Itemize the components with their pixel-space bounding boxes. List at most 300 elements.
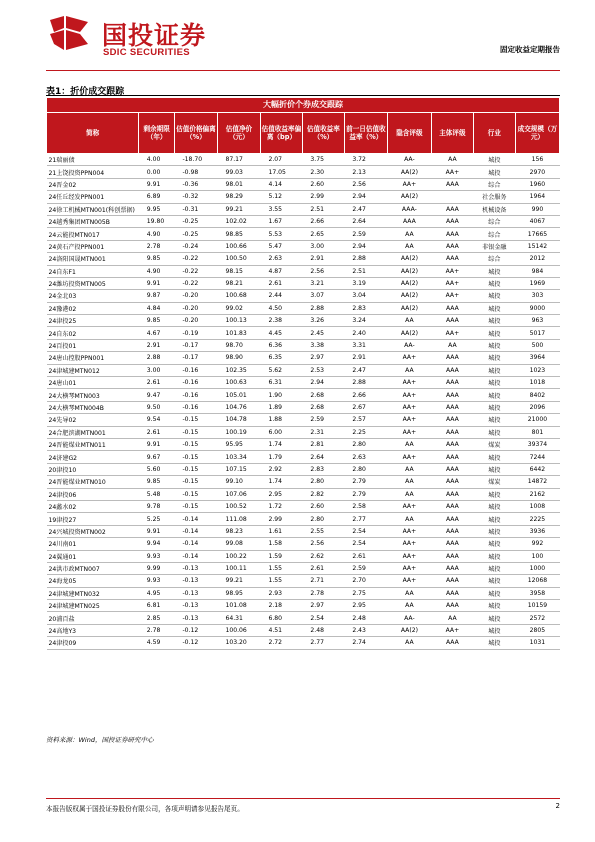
table-row bbox=[47, 253, 560, 265]
table-row bbox=[47, 154, 560, 166]
table-cell: 9.91 bbox=[139, 525, 175, 537]
table-cell: AA+ bbox=[387, 178, 431, 190]
table-cell: 99.08 bbox=[217, 538, 260, 550]
logo-chinese-name: 国投证券 bbox=[102, 21, 207, 50]
table-cell: AA bbox=[431, 154, 473, 166]
table-cell: -0.16 bbox=[174, 364, 217, 376]
table-cell: 2.60 bbox=[302, 178, 344, 190]
table-cell: 3.55 bbox=[260, 203, 302, 215]
table-cell: 2.80 bbox=[302, 476, 344, 488]
table-cell: -0.20 bbox=[174, 315, 217, 327]
table-cell: AA+ bbox=[387, 451, 431, 463]
table-cell: -0.12 bbox=[174, 624, 217, 636]
table-cell: AAA bbox=[431, 550, 473, 562]
table-cell: AAA bbox=[431, 587, 473, 599]
table-cell: 城投 bbox=[473, 525, 515, 537]
table-cell: 2.70 bbox=[344, 575, 387, 587]
table-row bbox=[47, 414, 560, 426]
table-cell: 100.11 bbox=[217, 562, 260, 574]
table-cell: 9000 bbox=[515, 302, 559, 314]
table-cell: 12068 bbox=[515, 575, 559, 587]
table-cell: -0.20 bbox=[174, 290, 217, 302]
table-cell: 4.00 bbox=[139, 154, 175, 166]
table-cell: AA bbox=[387, 364, 431, 376]
table-cell: 2805 bbox=[515, 624, 559, 636]
bond-name-cell: 24津投25 bbox=[47, 315, 139, 327]
table-cell: 17.05 bbox=[260, 166, 302, 178]
table-cell: -0.32 bbox=[174, 191, 217, 203]
table-cell: AA+ bbox=[387, 426, 431, 438]
table-cell: 2.38 bbox=[260, 315, 302, 327]
table-cell: AA bbox=[431, 339, 473, 351]
table-cell: -0.14 bbox=[174, 525, 217, 537]
table-row bbox=[47, 637, 560, 649]
table-cell: AA+ bbox=[387, 550, 431, 562]
table-cell: 2.59 bbox=[344, 562, 387, 574]
table-cell: 2.64 bbox=[302, 451, 344, 463]
table-title: 表1：折价成交跟踪 bbox=[46, 87, 125, 97]
table-cell: 2.91 bbox=[302, 253, 344, 265]
table-cell: 2.74 bbox=[344, 637, 387, 649]
header-divider bbox=[46, 70, 560, 71]
table-cell: 煤炭 bbox=[473, 438, 515, 450]
table-cell: AA(2) bbox=[387, 624, 431, 636]
table-cell: 963 bbox=[515, 315, 559, 327]
table-cell: 5.62 bbox=[260, 364, 302, 376]
table-cell: AAA bbox=[431, 414, 473, 426]
table-row bbox=[47, 389, 560, 401]
table-cell: 6.00 bbox=[260, 426, 302, 438]
table-cell: 6.89 bbox=[139, 191, 175, 203]
table-cell: 2.97 bbox=[302, 352, 344, 364]
table-cell: 102.35 bbox=[217, 364, 260, 376]
table-cell: 1964 bbox=[515, 191, 559, 203]
logo-english-name: SDIC SECURITIES bbox=[103, 47, 190, 58]
table-cell: -0.13 bbox=[174, 562, 217, 574]
table-row bbox=[47, 550, 560, 562]
table-cell: 3.24 bbox=[344, 315, 387, 327]
table-cell: AAA bbox=[431, 401, 473, 413]
table-cell: 2.75 bbox=[344, 587, 387, 599]
table-cell: 城投 bbox=[473, 562, 515, 574]
table-cell: 城投 bbox=[473, 513, 515, 525]
table-cell bbox=[431, 191, 473, 203]
table-cell: AAA bbox=[431, 513, 473, 525]
table-cell: 3964 bbox=[515, 352, 559, 364]
bond-name-cell: 24自东02 bbox=[47, 327, 139, 339]
table-row bbox=[47, 488, 560, 500]
table-cell: 2.64 bbox=[344, 215, 387, 227]
column-header: 简称 bbox=[47, 113, 139, 154]
table-cell: AAA bbox=[431, 562, 473, 574]
table-cell: 4.90 bbox=[139, 265, 175, 277]
table-cell: 9.54 bbox=[139, 414, 175, 426]
table-caption: 大幅折价个券成交跟踪 bbox=[47, 98, 560, 113]
table-cell: 100.19 bbox=[217, 426, 260, 438]
table-title-divider bbox=[46, 95, 560, 96]
table-cell: 100.66 bbox=[217, 240, 260, 252]
table-cell: AA+ bbox=[387, 538, 431, 550]
table-cell: AA(2) bbox=[387, 302, 431, 314]
table-cell: AA bbox=[387, 240, 431, 252]
table-cell: 9.93 bbox=[139, 550, 175, 562]
bond-name-cell: 24金北03 bbox=[47, 290, 139, 302]
bond-name-cell: 24大横琴MTN004B bbox=[47, 401, 139, 413]
table-cell: 100.68 bbox=[217, 290, 260, 302]
table-cell: 综合 bbox=[473, 253, 515, 265]
bond-name-cell: 24自东F1 bbox=[47, 265, 139, 277]
table-row bbox=[47, 624, 560, 636]
table-cell: AA bbox=[387, 476, 431, 488]
table-cell: 9.99 bbox=[139, 562, 175, 574]
table-cell: AA+ bbox=[387, 352, 431, 364]
table-row bbox=[47, 513, 560, 525]
table-cell: 2.95 bbox=[260, 488, 302, 500]
table-cell: AA(2) bbox=[387, 277, 431, 289]
bond-name-cell: 24济建G2 bbox=[47, 451, 139, 463]
table-cell: 2.80 bbox=[344, 438, 387, 450]
bond-name-cell: 24津城建MTN032 bbox=[47, 587, 139, 599]
table-row bbox=[47, 290, 560, 302]
table-cell: 2.55 bbox=[302, 525, 344, 537]
table-cell: 社会服务 bbox=[473, 191, 515, 203]
bond-name-cell: 24晋能煤业MTN011 bbox=[47, 438, 139, 450]
table-cell: AA+ bbox=[431, 166, 473, 178]
table-cell: 3.19 bbox=[344, 277, 387, 289]
table-cell: 2.54 bbox=[344, 538, 387, 550]
table-cell: 4.67 bbox=[139, 327, 175, 339]
table-cell: 城投 bbox=[473, 364, 515, 376]
table-cell: 2.88 bbox=[139, 352, 175, 364]
table-cell: 3936 bbox=[515, 525, 559, 537]
table-cell: AAA bbox=[431, 352, 473, 364]
table-cell: 2.48 bbox=[302, 624, 344, 636]
table-cell: AAA bbox=[431, 500, 473, 512]
table-cell: AA+ bbox=[387, 575, 431, 587]
table-cell: 城投 bbox=[473, 166, 515, 178]
table-cell: 39374 bbox=[515, 438, 559, 450]
bond-name-cell: 24洪市政MTN007 bbox=[47, 562, 139, 574]
table-cell: 城投 bbox=[473, 612, 515, 624]
table-cell: 6442 bbox=[515, 463, 559, 475]
table-cell: AA+ bbox=[387, 377, 431, 389]
table-cell: AA bbox=[431, 612, 473, 624]
table-cell: 2.31 bbox=[302, 426, 344, 438]
table-cell: AA bbox=[387, 587, 431, 599]
table-cell: AAA bbox=[431, 364, 473, 376]
table-cell: AAA bbox=[431, 426, 473, 438]
table-cell: 99.03 bbox=[217, 166, 260, 178]
table-header-row bbox=[47, 113, 560, 154]
table-row bbox=[47, 377, 560, 389]
table-cell: 990 bbox=[515, 203, 559, 215]
table-cell: 2.43 bbox=[344, 624, 387, 636]
table-cell: 2.25 bbox=[344, 426, 387, 438]
source-note: 资料来源：Wind，国投证券研究中心 bbox=[46, 736, 154, 744]
table-cell: 5.25 bbox=[139, 513, 175, 525]
column-header: 成交规模（万元） bbox=[515, 113, 559, 154]
bond-name-cell: 24翼通01 bbox=[47, 550, 139, 562]
table-cell: 1023 bbox=[515, 364, 559, 376]
table-cell: 98.29 bbox=[217, 191, 260, 203]
table-cell: 2.58 bbox=[344, 500, 387, 512]
table-cell: 2.81 bbox=[302, 438, 344, 450]
table-row bbox=[47, 575, 560, 587]
table-cell: 城投 bbox=[473, 154, 515, 166]
bond-name-cell: 20津投10 bbox=[47, 463, 139, 475]
table-cell: 2.65 bbox=[302, 228, 344, 240]
table-cell: 2.80 bbox=[302, 513, 344, 525]
table-cell: 98.23 bbox=[217, 525, 260, 537]
table-row bbox=[47, 203, 560, 215]
table-cell: 2.61 bbox=[302, 562, 344, 574]
bond-name-cell: 24先导02 bbox=[47, 414, 139, 426]
table-cell: 城投 bbox=[473, 587, 515, 599]
table-cell: 0.00 bbox=[139, 166, 175, 178]
bond-name-cell: 24潍坊投资MTN005 bbox=[47, 277, 139, 289]
table-cell: 2.99 bbox=[302, 191, 344, 203]
table-cell: 城投 bbox=[473, 451, 515, 463]
table-cell: 2.61 bbox=[260, 277, 302, 289]
bond-name-cell: 24蠡水02 bbox=[47, 500, 139, 512]
table-cell: AAA bbox=[431, 315, 473, 327]
table-cell: -0.25 bbox=[174, 215, 217, 227]
table-cell: 2.30 bbox=[302, 166, 344, 178]
table-cell: 1969 bbox=[515, 277, 559, 289]
table-cell: 6.35 bbox=[260, 352, 302, 364]
table-cell: 2.45 bbox=[302, 327, 344, 339]
table-cell: 城投 bbox=[473, 637, 515, 649]
column-header: 剩余期限（年） bbox=[139, 113, 175, 154]
table-cell: 2.78 bbox=[139, 624, 175, 636]
table-cell: 15142 bbox=[515, 240, 559, 252]
bond-name-cell: 24唐山控股PPN001 bbox=[47, 352, 139, 364]
table-cell: 101.83 bbox=[217, 327, 260, 339]
table-cell: 综合 bbox=[473, 228, 515, 240]
bond-name-cell: 24合肥滨湖MTN001 bbox=[47, 426, 139, 438]
table-cell: 城投 bbox=[473, 550, 515, 562]
table-cell: 100 bbox=[515, 550, 559, 562]
table-cell: -0.98 bbox=[174, 166, 217, 178]
table-cell: 1.74 bbox=[260, 476, 302, 488]
bond-name-cell: 24徐工机械MTN001(科创票据) bbox=[47, 203, 139, 215]
bond-name-cell: 24海龙05 bbox=[47, 575, 139, 587]
table-cell: 2.85 bbox=[139, 612, 175, 624]
table-row bbox=[47, 178, 560, 190]
footer-disclaimer: 本报告版权属于国投证券股份有限公司，各项声明请参见报告尾页。 bbox=[46, 805, 244, 813]
table-cell: -0.22 bbox=[174, 265, 217, 277]
table-cell: 城投 bbox=[473, 463, 515, 475]
table-cell: -0.17 bbox=[174, 339, 217, 351]
table-cell: 2.82 bbox=[302, 488, 344, 500]
table-cell: 2.07 bbox=[260, 154, 302, 166]
table-cell: AA(2) bbox=[387, 166, 431, 178]
table-cell: AA(2) bbox=[387, 191, 431, 203]
table-cell: AAA bbox=[431, 488, 473, 500]
table-cell: 城投 bbox=[473, 339, 515, 351]
table-cell: AA bbox=[387, 463, 431, 475]
table-row bbox=[47, 228, 560, 240]
table-cell: 2.56 bbox=[302, 538, 344, 550]
table-cell: 城投 bbox=[473, 302, 515, 314]
bond-name-cell: 24黄石产投PPN001 bbox=[47, 240, 139, 252]
table-cell: AAA bbox=[431, 525, 473, 537]
table-cell: -0.22 bbox=[174, 253, 217, 265]
table-cell: AAA bbox=[431, 463, 473, 475]
table-cell: 98.70 bbox=[217, 339, 260, 351]
table-cell: 5.12 bbox=[260, 191, 302, 203]
table-cell: 综合 bbox=[473, 215, 515, 227]
table-cell: 2.78 bbox=[302, 587, 344, 599]
table-cell: 303 bbox=[515, 290, 559, 302]
table-row bbox=[47, 339, 560, 351]
table-cell: 2.91 bbox=[139, 339, 175, 351]
table-cell: 2.51 bbox=[344, 265, 387, 277]
table-cell: 4.84 bbox=[139, 302, 175, 314]
table-cell: 4.59 bbox=[139, 637, 175, 649]
table-cell: 4.14 bbox=[260, 178, 302, 190]
table-cell: 101.08 bbox=[217, 600, 260, 612]
table-cell: 99.21 bbox=[217, 575, 260, 587]
table-cell: 992 bbox=[515, 538, 559, 550]
column-header: 估值净价（元） bbox=[217, 113, 260, 154]
table-cell: AAA bbox=[431, 438, 473, 450]
table-cell: 156 bbox=[515, 154, 559, 166]
bond-name-cell: 24大横琴MTN003 bbox=[47, 389, 139, 401]
table-cell: 城投 bbox=[473, 488, 515, 500]
table-cell: -0.15 bbox=[174, 426, 217, 438]
table-row bbox=[47, 438, 560, 450]
table-cell: 3.26 bbox=[302, 315, 344, 327]
table-cell: 2.79 bbox=[344, 488, 387, 500]
table-cell: 机械设备 bbox=[473, 203, 515, 215]
table-cell: 3.00 bbox=[139, 364, 175, 376]
table-cell: 2.54 bbox=[344, 525, 387, 537]
table-cell: AA+ bbox=[431, 277, 473, 289]
table-cell: 10159 bbox=[515, 600, 559, 612]
table-cell: 95.95 bbox=[217, 438, 260, 450]
table-cell: 9.50 bbox=[139, 401, 175, 413]
column-header: 估值收益率偏离（bp） bbox=[260, 113, 302, 154]
table-cell: 2.91 bbox=[344, 352, 387, 364]
table-cell: -0.13 bbox=[174, 612, 217, 624]
table-cell: AA(2) bbox=[387, 265, 431, 277]
table-cell: 2.59 bbox=[344, 228, 387, 240]
column-header: 估值收益率（%） bbox=[302, 113, 344, 154]
column-header: 前一日估值收益率（%） bbox=[344, 113, 387, 154]
table-cell: 2.61 bbox=[344, 550, 387, 562]
table-cell: 984 bbox=[515, 265, 559, 277]
table-cell: 2.47 bbox=[344, 203, 387, 215]
table-cell: AAA bbox=[431, 302, 473, 314]
table-cell: -0.20 bbox=[174, 302, 217, 314]
table-cell: 2.77 bbox=[302, 637, 344, 649]
bond-name-cell: 24豫港02 bbox=[47, 302, 139, 314]
table-cell: 100.52 bbox=[217, 500, 260, 512]
table-cell: 100.22 bbox=[217, 550, 260, 562]
table-cell: -0.14 bbox=[174, 513, 217, 525]
bond-name-cell: 24津投06 bbox=[47, 488, 139, 500]
table-row bbox=[47, 562, 560, 574]
table-cell: 100.63 bbox=[217, 377, 260, 389]
table-cell: 6.31 bbox=[260, 377, 302, 389]
table-row bbox=[47, 600, 560, 612]
bond-name-cell: 24晋金02 bbox=[47, 178, 139, 190]
table-cell: 1.58 bbox=[260, 538, 302, 550]
table-cell: AA+ bbox=[387, 414, 431, 426]
table-cell: 2.40 bbox=[344, 327, 387, 339]
table-cell: 2.95 bbox=[344, 600, 387, 612]
table-cell: -0.16 bbox=[174, 377, 217, 389]
table-cell: 9.67 bbox=[139, 451, 175, 463]
table-cell: 104.78 bbox=[217, 414, 260, 426]
table-cell: 城投 bbox=[473, 290, 515, 302]
bond-name-cell: 24任丘经发PPN001 bbox=[47, 191, 139, 203]
table-cell: AA- bbox=[387, 612, 431, 624]
table-cell: 1.90 bbox=[260, 389, 302, 401]
table-cell: 2.88 bbox=[344, 253, 387, 265]
table-cell: 99.02 bbox=[217, 302, 260, 314]
table-cell: 1.55 bbox=[260, 562, 302, 574]
table-cell: 2.92 bbox=[260, 463, 302, 475]
table-cell: AAA bbox=[431, 215, 473, 227]
table-cell: AAA bbox=[431, 538, 473, 550]
discount-trades-table bbox=[46, 97, 560, 650]
table-cell: 1018 bbox=[515, 377, 559, 389]
table-cell: AAA bbox=[431, 377, 473, 389]
table-cell: 5.53 bbox=[260, 228, 302, 240]
column-header: 估值价格偏离（%） bbox=[174, 113, 217, 154]
table-cell: 1.67 bbox=[260, 215, 302, 227]
table-row bbox=[47, 240, 560, 252]
table-cell: AAA bbox=[431, 240, 473, 252]
table-cell: -0.15 bbox=[174, 500, 217, 512]
bond-name-cell: 24津城建MTN025 bbox=[47, 600, 139, 612]
table-cell: 2.60 bbox=[302, 500, 344, 512]
table-cell: AA+ bbox=[387, 500, 431, 512]
table-cell: 9.94 bbox=[139, 538, 175, 550]
table-cell: -0.15 bbox=[174, 476, 217, 488]
table-cell: 2.56 bbox=[302, 265, 344, 277]
table-cell: 2162 bbox=[515, 488, 559, 500]
table-cell: 2.57 bbox=[344, 414, 387, 426]
table-cell: -0.13 bbox=[174, 587, 217, 599]
table-cell: 100.06 bbox=[217, 624, 260, 636]
bond-name-cell: 24津投09 bbox=[47, 637, 139, 649]
table-cell: 2572 bbox=[515, 612, 559, 624]
table-cell: AA+ bbox=[387, 389, 431, 401]
table-cell: 2.56 bbox=[344, 178, 387, 190]
table-cell: 2.54 bbox=[302, 612, 344, 624]
table-cell: 801 bbox=[515, 426, 559, 438]
table-cell: 2.44 bbox=[260, 290, 302, 302]
table-cell: 107.15 bbox=[217, 463, 260, 475]
table-cell: -0.17 bbox=[174, 352, 217, 364]
table-cell: 9.91 bbox=[139, 178, 175, 190]
table-cell: 103.20 bbox=[217, 637, 260, 649]
table-cell: -0.15 bbox=[174, 438, 217, 450]
table-cell: 2.67 bbox=[344, 401, 387, 413]
table-cell: 9.91 bbox=[139, 438, 175, 450]
bond-name-cell: 21瑞丽债 bbox=[47, 154, 139, 166]
table-row bbox=[47, 463, 560, 475]
table-cell: 2225 bbox=[515, 513, 559, 525]
table-cell: AA(2) bbox=[387, 327, 431, 339]
table-cell: 9.85 bbox=[139, 253, 175, 265]
table-cell: AAA bbox=[431, 253, 473, 265]
table-row bbox=[47, 401, 560, 413]
table-cell: 3.00 bbox=[302, 240, 344, 252]
